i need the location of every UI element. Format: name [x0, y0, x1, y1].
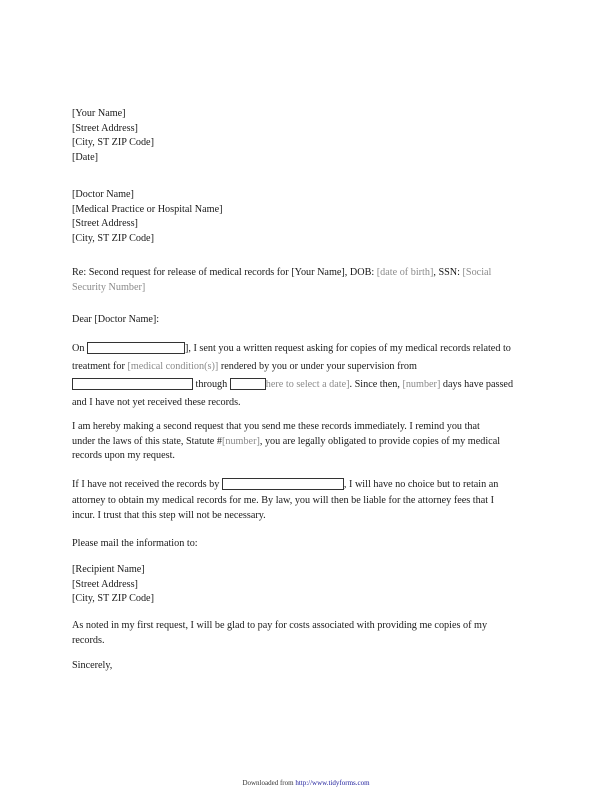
footer-link[interactable]: http://www.tidyforms.com	[295, 779, 370, 787]
ssn-placeholder-2[interactable]: Security Number]	[72, 281, 146, 293]
doctor-name: [Doctor Name]	[72, 189, 134, 200]
mail-address	[72, 563, 542, 607]
paragraph-4	[72, 619, 542, 648]
from-date-field[interactable]	[72, 378, 193, 390]
mail-recipient-name: [Recipient Name]	[72, 564, 145, 575]
para1-line1-text: ], I sent you a written request asking for copies of my medical records related to	[185, 343, 511, 354]
mail-street: [Street Address]	[72, 578, 138, 590]
dob-placeholder[interactable]: [date of birth]	[376, 267, 434, 278]
mail-intro-text: Please mail the information to:	[72, 538, 198, 549]
para3-line3: incur. I trust that this step will not be necessary.	[72, 509, 266, 521]
sender-street: [Street Address]	[72, 122, 138, 134]
sender-city: [City, ST ZIP Code]	[72, 137, 154, 148]
sender-name: [Your Name]	[72, 108, 126, 119]
para3-line2: attorney to obtain my medical records for me. By law, you will then be liable for the attorney fees that I	[72, 495, 494, 506]
paragraph-2	[72, 420, 542, 464]
since-text: . Since then,	[349, 379, 403, 390]
para4-line1: As noted in my first request, I will be glad to pay for costs associated with providing me copies of my	[72, 620, 488, 631]
footer-prefix: Downloaded from	[242, 779, 296, 787]
recipient-street: [Street Address]	[72, 218, 138, 229]
rendered-text: rendered by you or under your supervision from	[218, 361, 417, 372]
select-date-placeholder[interactable]: here to select a date]	[265, 379, 350, 390]
para4-line2: records.	[72, 634, 105, 646]
para2-line1: I am hereby making a second request that you send me these records immediately. I remind you that	[72, 421, 480, 432]
recipient-address	[72, 188, 542, 246]
through-date-field[interactable]	[230, 378, 266, 390]
days-number-placeholder[interactable]: [number]	[402, 379, 441, 390]
mail-city: [City, ST ZIP Code]	[72, 593, 154, 604]
recipient-city: [City, ST ZIP Code]	[72, 232, 154, 244]
ssn-placeholder-1[interactable]: [Social	[462, 267, 492, 278]
statute-text: under the laws of this state, Statute #	[72, 435, 222, 447]
salutation	[72, 313, 542, 328]
para2-line3: records upon my request.	[72, 450, 175, 461]
days-text: days have passed	[440, 379, 514, 390]
practice-name: [Medical Practice or Hospital Name]	[72, 203, 223, 215]
closing	[72, 659, 542, 674]
statute-number-placeholder[interactable]: [number]	[221, 435, 260, 447]
para1-line4: and I have not yet received these records.	[72, 397, 241, 408]
subject-line	[72, 266, 542, 295]
ssn-label: , SSN:	[433, 267, 463, 278]
treatment-text: treatment for	[72, 361, 128, 372]
paragraph-3	[72, 476, 542, 523]
footer	[0, 779, 612, 787]
legally-text: , you are legally obligated to provide copies of my medical	[259, 435, 501, 447]
subject-text: Re: Second request for release of medical records for [Your Name], DOB:	[72, 267, 377, 278]
sender-address	[72, 107, 542, 165]
salutation-text: Dear [Doctor Name]:	[72, 314, 160, 325]
first-request-date-field[interactable]	[87, 342, 185, 354]
mail-intro	[72, 537, 542, 552]
closing-text: Sincerely,	[72, 660, 113, 671]
on-text: On	[72, 343, 87, 354]
deadline-text: If I have not received the records by	[72, 479, 222, 490]
attorney-text: , I will have no choice but to retain an	[343, 479, 499, 490]
deadline-date-field[interactable]	[222, 478, 344, 490]
paragraph-1	[72, 340, 542, 412]
condition-placeholder[interactable]: [medical condition(s)]	[127, 361, 219, 372]
through-text: through	[193, 379, 230, 390]
sender-date: [Date]	[72, 151, 99, 163]
